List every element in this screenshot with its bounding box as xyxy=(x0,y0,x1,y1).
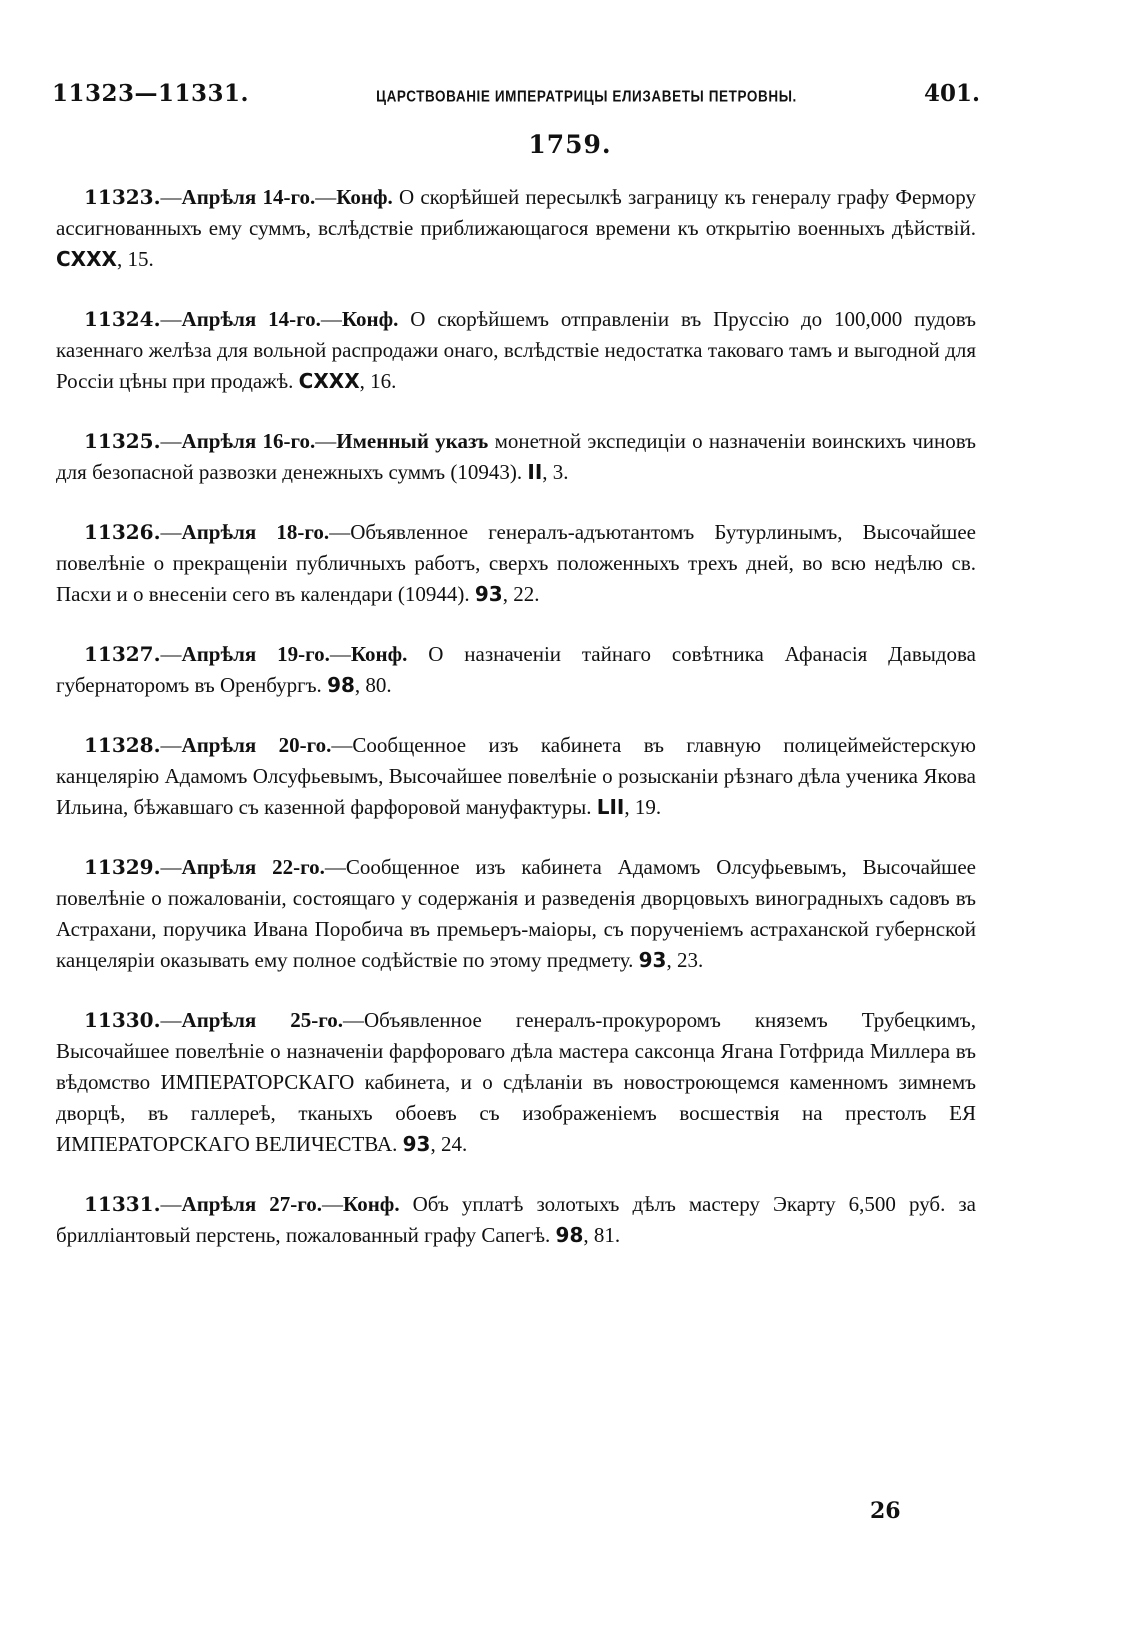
entry: 11328.—Апрѣля 20-го.—Сообщенное изъ кабинета въ главную полицеймейстерскую канцелярію Адамомъ Олсуфьевымъ, Высочайшее повелѣніе о розысканіи рѣзнаго дѣла ученика Якова Ильина, бѣжавшаго съ казенной фарфоровой мануфактуры. LII, 19. xyxy=(56,733,976,819)
entry-reference-page: , 3. xyxy=(542,460,569,484)
entry: 11331.—Апрѣля 27-го.—Конф. Объ уплатѣ золотыхъ дѣлъ мастеру Экарту 6,500 руб. за брилліантовый перстень, пожалованный графу Сапегѣ. 98, 81. xyxy=(56,1192,977,1247)
entry-number: 11323. xyxy=(84,185,161,209)
entry-reference-volume: II xyxy=(527,460,543,484)
entry-source: Конф. xyxy=(343,1192,400,1216)
entry-text: Объ уплатѣ золотыхъ дѣлъ мастеру Экарту 6,500 руб. за брилліантовый перстень, пожалованный графу Сапегѣ. xyxy=(56,1192,977,1247)
entry-date: Апрѣля 22-го. xyxy=(181,855,325,879)
entry-reference-page: , 19. xyxy=(624,795,662,819)
entry-reference-page: , 80. xyxy=(354,673,392,697)
entry: 11325.—Апрѣля 16-го.—Именный указъ монетной экспедиціи о назначеніи воинскихъ чиновъ для безопасной развозки денежныхъ суммъ (10943). II, 3. xyxy=(56,429,977,484)
entry-reference-volume: 98 xyxy=(555,1223,584,1247)
entry-date: Апрѣля 16-го. xyxy=(181,429,316,453)
entry-number: 11327. xyxy=(84,642,161,666)
signature-mark: 26 xyxy=(870,1498,901,1524)
entry-source: Именный указъ xyxy=(336,429,489,453)
entry-reference-volume: 93 xyxy=(474,582,503,606)
entry-reference-page: , 22. xyxy=(502,582,540,606)
entry-range: 11323—11331. xyxy=(52,80,250,107)
entry-date: Апрѣля 25-го. xyxy=(181,1008,344,1032)
entry-number: 11329. xyxy=(84,855,161,879)
entry-number: 11330. xyxy=(84,1008,161,1032)
entry-reference-page: , 81. xyxy=(583,1223,621,1247)
entry: 11323.—Апрѣля 14-го.—Конф. О скорѣйшей пересылкѣ заграницу къ генералу графу Фермору ассигнованныхъ ему суммъ, вслѣдствіе приближающагося времени къ открытію военныхъ дѣйствій. CXXX, 15. xyxy=(56,185,977,271)
entry-source: Конф. xyxy=(336,185,393,209)
entry-text: Объявленное генералъ-прокуроромъ княземъ Трубецкимъ, Высочайшее повелѣніе о назначеніи фарфороваго дѣла мастера саксонца Ягана Готфрида Миллера въ вѣдомство ИМПЕРАТОРСКАГО кабинета, и о сдѣланіи въ новостроющемся каменномъ зимнемъ дворцѣ, въ галлереѣ, тканыхъ обоевъ съ изображеніемъ восшествія на престолъ ЕЯ ИМПЕРАТОРСКАГО ВЕЛИЧЕСТВА. xyxy=(56,1008,976,1156)
entry-date: Апрѣля 27-го. xyxy=(181,1192,323,1216)
entry-reference-volume: 93 xyxy=(402,1132,431,1156)
entry-date: Апрѣля 14-го. xyxy=(181,185,316,209)
entry-text: О назначеніи тайнаго совѣтника Афанасія Давыдова губернаторомъ въ Оренбургъ. xyxy=(56,642,976,697)
entry-number: 11325. xyxy=(84,429,161,453)
entry-number: 11331. xyxy=(84,1192,161,1216)
entry: 11326.—Апрѣля 18-го.—Объявленное генералъ-адъютантомъ Бутурлинымъ, Высочайшее повелѣніе о прекращеніи публичныхъ работъ, сверхъ положенныхъ трехъ дней, во всю недѣлю св. Пасхи и о внесеніи сего въ календари (10944). 93, 22. xyxy=(56,520,976,606)
entry-date: Апрѣля 20-го. xyxy=(181,733,332,757)
entry-reference-page: , 24. xyxy=(430,1132,468,1156)
entry: 11324.—Апрѣля 14-го.—Конф. О скорѣйшемъ отправленіи въ Пруссію до 100,000 пудовъ казеннаго желѣза для вольной распродажи онаго, вслѣдствіе недостатка таковаго тамъ и выгодной для Россіи цѣны при продажѣ. CXXX, 16. xyxy=(56,307,976,393)
entry-text: Сообщенное изъ кабинета въ главную полицеймейстерскую канцелярію Адамомъ Олсуфьевымъ, Высочайшее повелѣніе о розысканіи рѣзнаго дѣла ученика Якова Ильина, бѣжавшаго съ казенной фарфоровой мануфактуры. xyxy=(56,733,976,819)
running-head xyxy=(52,80,980,114)
entry-reference-volume: CXXX xyxy=(298,369,360,393)
entry-text: Объявленное генералъ-адъютантомъ Бутурлинымъ, Высочайшее повелѣніе о прекращеніи публичныхъ работъ, сверхъ положенныхъ трехъ дней, во всю недѣлю св. Пасхи и о внесеніи сего въ календари (10944). xyxy=(56,520,976,606)
entry-reference-page: , 23. xyxy=(666,948,704,972)
entry-date: Апрѣля 18-го. xyxy=(181,520,330,544)
entry-text: О скорѣйшей пересылкѣ заграницу къ генералу графу Фермору ассигнованныхъ ему суммъ, вслѣдствіе приближающагося времени къ открытію военныхъ дѣйствій. xyxy=(56,185,977,240)
entry-reference-page: , 16. xyxy=(359,369,397,393)
year-heading: 1759. xyxy=(528,130,612,159)
entry-reference-volume: LII xyxy=(596,795,625,819)
reign-title: ЦАРСТВОВАНІЕ ИМПЕРАТРИЦЫ ЕЛИЗАВЕТЫ ПЕТРОВНЫ. xyxy=(376,87,797,106)
entry-text: Сообщенное изъ кабинета Адамомъ Олсуфьевымъ, Высочайшее повелѣніе о пожалованіи, состоящаго у содержанія и разведенія дворцовыхъ виноградныхъ садовъ въ Астрахани, поручика Ивана Поробича въ премьеръ-маіоры, съ порученіемъ астраханской губернской канцеляріи оказывать ему полное содѣйствіе по этому предмету. xyxy=(56,855,976,972)
entry-reference-volume: 93 xyxy=(638,948,667,972)
entry: 11330.—Апрѣля 25-го.—Объявленное генералъ-прокуроромъ княземъ Трубецкимъ, Высочайшее повелѣніе о назначеніи фарфороваго дѣла мастера саксонца Ягана Готфрида Миллера въ вѣдомство ИМПЕРАТОРСКАГО кабинета, и о сдѣланіи въ новостроющемся каменномъ зимнемъ дворцѣ, въ галлереѣ, тканыхъ обоевъ съ изображеніемъ восшествія на престолъ ЕЯ ИМПЕРАТОРСКАГО ВЕЛИЧЕСТВА. 93, 24. xyxy=(56,1008,976,1156)
entry-number: 11324. xyxy=(84,307,161,331)
entry-source: Конф. xyxy=(341,307,399,331)
entry-source: Конф. xyxy=(350,642,408,666)
page-number: 401. xyxy=(923,80,980,107)
entry: 11329.—Апрѣля 22-го.—Сообщенное изъ кабинета Адамомъ Олсуфьевымъ, Высочайшее повелѣніе о пожалованіи, состоящаго у содержанія и разведенія дворцовыхъ виноградныхъ садовъ въ Астрахани, поручика Ивана Поробича въ премьеръ-маіоры, съ порученіемъ астраханской губернской канцеляріи оказывать ему полное содѣйствіе по этому предмету. 93, 23. xyxy=(56,855,976,972)
entry-reference-volume: 98 xyxy=(327,673,355,697)
entries-list xyxy=(56,182,976,1251)
entry-date: Апрѣля 19-го. xyxy=(181,642,330,666)
entry-text: О скорѣйшемъ отправленіи въ Пруссію до 100,000 пудовъ казеннаго желѣза для вольной распродажи онаго, вслѣдствіе недостатка таковаго тамъ и выгодной для Россіи цѣны при продажѣ. xyxy=(56,307,976,393)
entry-number: 11328. xyxy=(84,733,161,757)
entry: 11327.—Апрѣля 19-го.—Конф. О назначеніи тайнаго совѣтника Афанасія Давыдова губернаторомъ въ Оренбургъ. 98, 80. xyxy=(56,642,976,697)
entry-reference-page: , 15. xyxy=(116,247,154,271)
entry-date: Апрѣля 14-го. xyxy=(181,307,321,331)
entry-number: 11326. xyxy=(84,520,161,544)
entry-text: монетной экспедиціи о назначеніи воинскихъ чиновъ для безопасной развозки денежныхъ суммъ (10943). xyxy=(56,429,977,484)
entry-reference-volume: CXXX xyxy=(56,247,117,271)
